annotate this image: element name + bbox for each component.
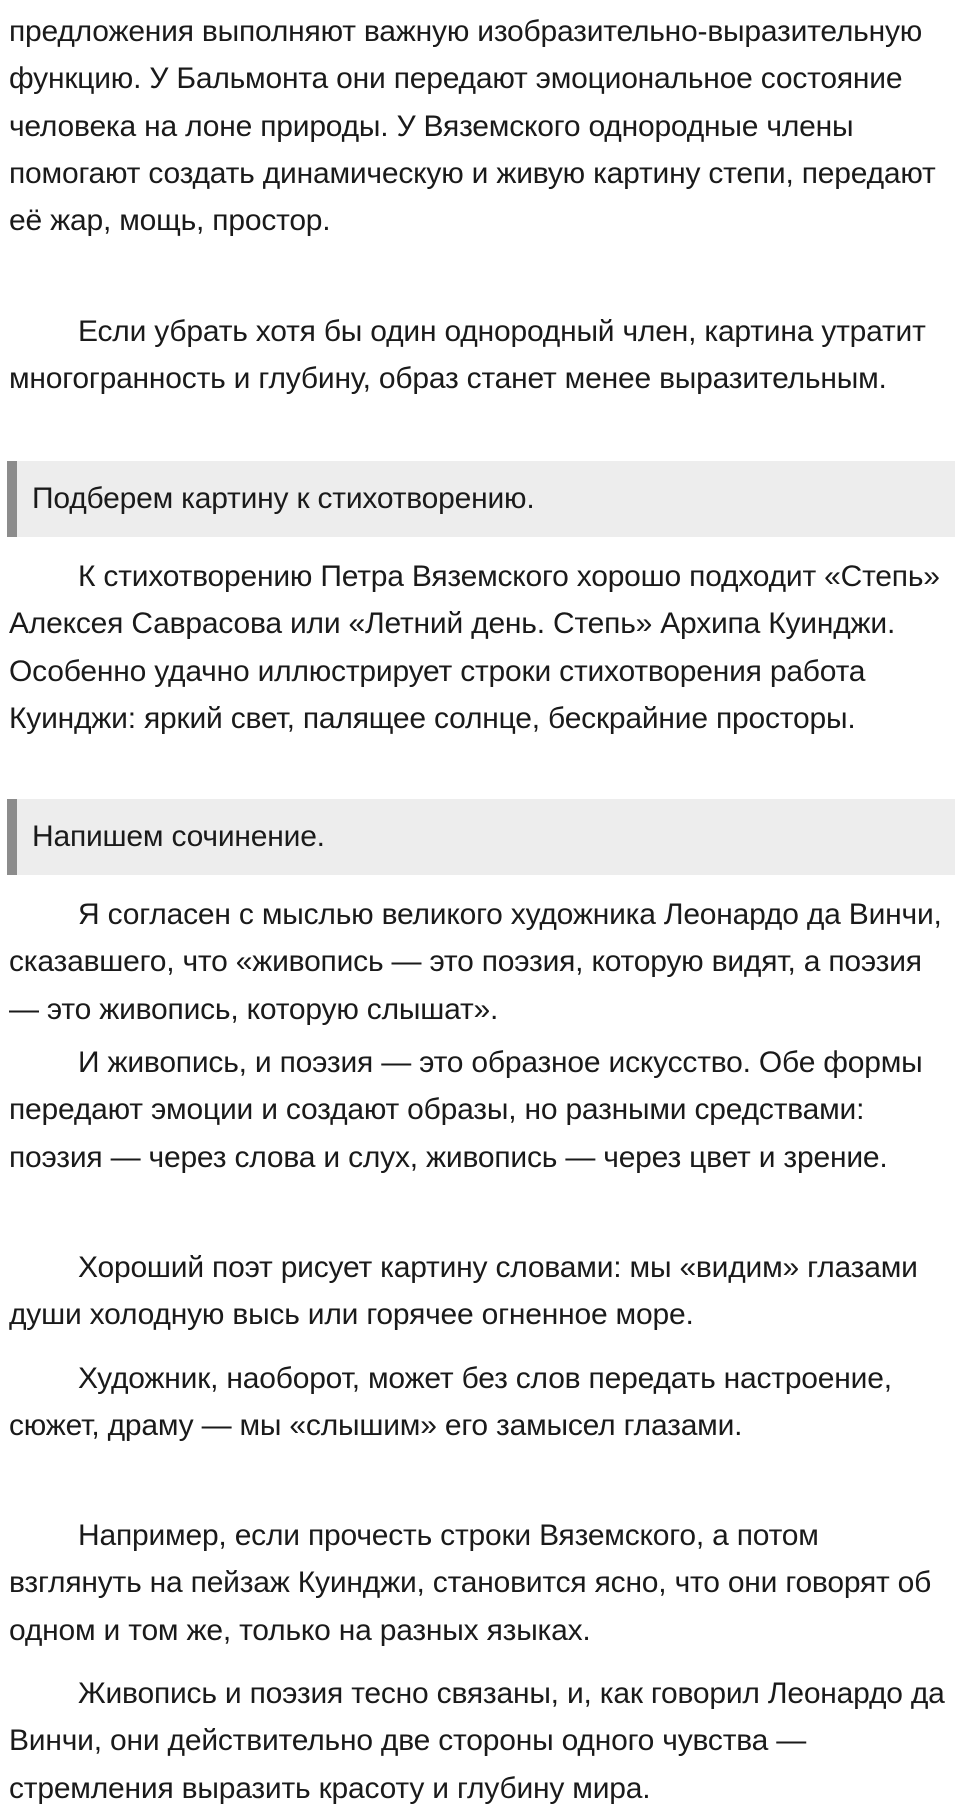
paragraph-painting-choice: К стихотворению Петра Вяземского хорошо подходит «Степь» Алексея Саврасова или «Летний день. Степь» Архипа Куинджи. Особенно удачно иллюстрирует строки стихотворения работа Куинджи: яркий свет, палящее солнце, бескрайние просторы. xyxy=(9,560,940,735)
paragraph-homogeneous-members-function: предложения выполняют важную изобразительно-выразительную функцию. У Бальмонта они передают эмоциональное состояние человека на лоне природы. У Вяземского однородные члены помогают создать динамическую и живую картину степи, передают её жар, мощь, простор. xyxy=(9,15,936,238)
paragraph-essay-conclusion: Живопись и поэзия тесно связаны, и, как говорил Леонардо да Винчи, они действительно две стороны одного чувства — стремления выразить красоту и глубину мира. xyxy=(9,1677,945,1805)
paragraph-essay-thesis: Я согласен с мыслью великого художника Леонардо да Винчи, сказавшего, что «живопись — это поэзия, которую видят, а поэзия — это живопись, которую слышат». xyxy=(9,898,942,1026)
paragraph-essay-example: Например, если прочесть строки Вяземского, а потом взглянуть на пейзаж Куинджи, становится ясно, что они говорят об одном и том же, только на разных языках. xyxy=(9,1519,932,1647)
section-heading-choose-painting: Подберем картину к стихотворению. xyxy=(7,461,955,537)
paragraph-essay-artist: Художник, наоборот, может без слов передать настроение, сюжет, драму — мы «слышим» его замысел глазами. xyxy=(9,1362,892,1443)
paragraph-essay-poet: Хороший поэт рисует картину словами: мы «видим» глазами души холодную высь или горячее огненное море. xyxy=(9,1251,918,1332)
paragraph-essay-imagery: И живопись, и поэзия — это образное искусство. Обе формы передают эмоции и создают образы, но разными средствами: поэзия — через слова и слух, живопись — через цвет и зрение. xyxy=(9,1046,923,1174)
paragraph-remove-member: Если убрать хотя бы один однородный член, картина утратит многогранность и глубину, образ станет менее выразительным. xyxy=(9,315,926,396)
section-heading-write-essay: Напишем сочинение. xyxy=(7,799,955,875)
